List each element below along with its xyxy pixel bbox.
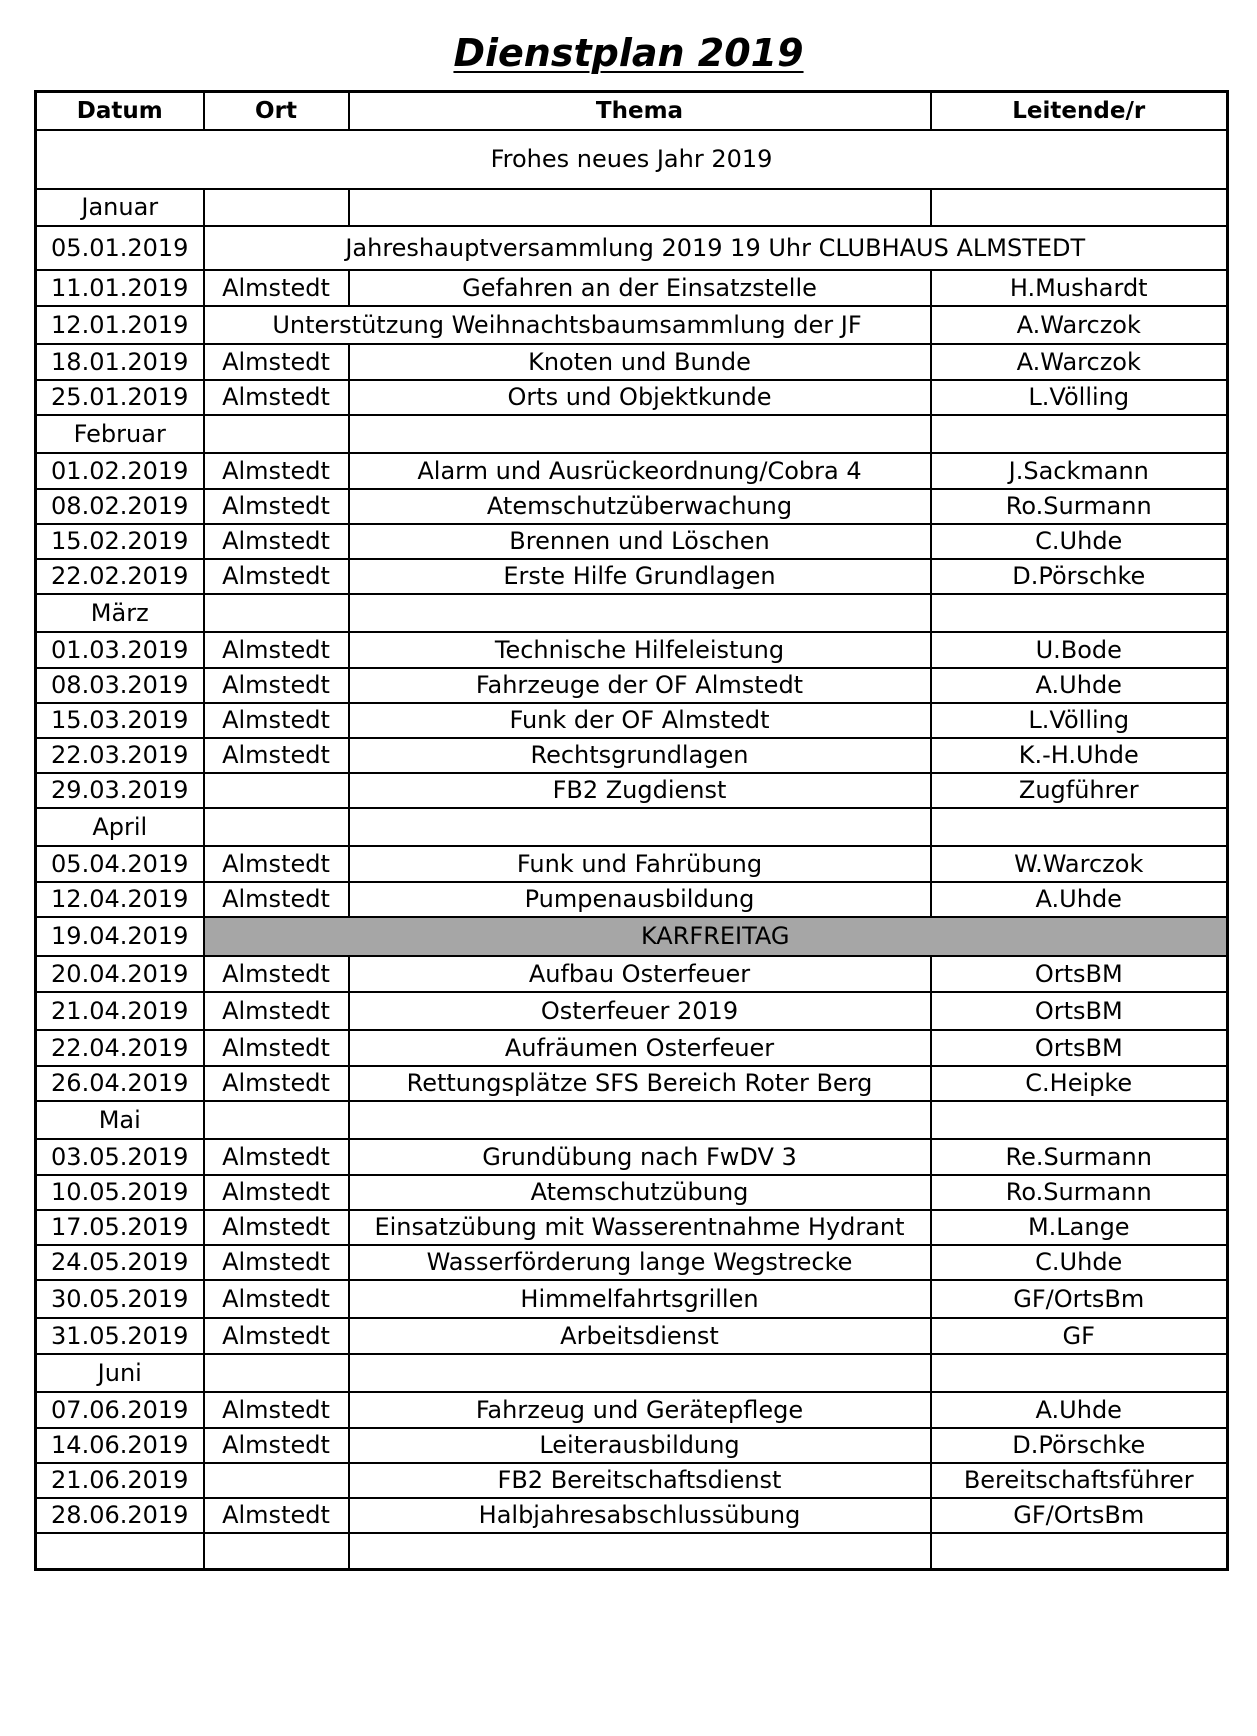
table-row [36, 632, 1228, 668]
date-cell: 14.06.2019 [36, 1428, 204, 1463]
place-cell: Almstedt [204, 1066, 349, 1101]
topic-cell: Funk der OF Almstedt [349, 703, 931, 738]
table-row [36, 668, 1228, 703]
leader-cell: A.Warczok [931, 344, 1228, 380]
table-row [36, 738, 1228, 773]
place-cell: Almstedt [204, 524, 349, 559]
table-row [36, 703, 1228, 738]
table-row [36, 306, 1228, 344]
month-row [36, 415, 1228, 453]
greeting-row [36, 130, 1228, 189]
leader-cell: C.Uhde [931, 1245, 1228, 1280]
date-cell: 20.04.2019 [36, 956, 204, 992]
date-cell: 22.03.2019 [36, 738, 204, 773]
date-cell: 25.01.2019 [36, 380, 204, 415]
date-cell: 07.06.2019 [36, 1392, 204, 1428]
date-cell: 15.02.2019 [36, 524, 204, 559]
leader-cell: A.Uhde [931, 1392, 1228, 1428]
table-row [36, 992, 1228, 1030]
topic-cell: Alarm und Ausrückeordnung/Cobra 4 [349, 453, 931, 489]
place-cell: Almstedt [204, 1175, 349, 1210]
place-cell: Almstedt [204, 846, 349, 882]
table-row [36, 1498, 1228, 1533]
topic-cell: Atemschutzübung [349, 1175, 931, 1210]
leader-cell: Re.Surmann [931, 1139, 1228, 1175]
empty-cell [349, 189, 931, 226]
date-cell: 10.05.2019 [36, 1175, 204, 1210]
month-row [36, 808, 1228, 846]
table-row [36, 1245, 1228, 1280]
table-row [36, 559, 1228, 594]
date-cell: 12.01.2019 [36, 306, 204, 344]
month-row [36, 189, 1228, 226]
topic-cell: Fahrzeug und Gerätepflege [349, 1392, 931, 1428]
date-cell: 08.03.2019 [36, 668, 204, 703]
greeting-text: Frohes neues Jahr 2019 [36, 130, 1228, 189]
month-label: Juni [36, 1354, 204, 1392]
date-cell: 11.01.2019 [36, 270, 204, 306]
page-title: Dienstplan 2019 [453, 31, 804, 75]
topic-cell: Halbjahresabschlussübung [349, 1498, 931, 1533]
place-cell: Almstedt [204, 1428, 349, 1463]
leader-cell: A.Uhde [931, 882, 1228, 917]
place-cell: Almstedt [204, 1280, 349, 1318]
place-cell: Almstedt [204, 1498, 349, 1533]
month-row [36, 594, 1228, 632]
table-row [36, 524, 1228, 559]
leader-cell: GF/OrtsBm [931, 1498, 1228, 1533]
topic-cell: Einsatzübung mit Wasserentnahme Hydrant [349, 1210, 931, 1245]
leader-cell: A.Uhde [931, 668, 1228, 703]
leader-cell: Ro.Surmann [931, 489, 1228, 524]
holiday-cell: KARFREITAG [204, 917, 1228, 956]
leader-cell: L.Völling [931, 703, 1228, 738]
table-row [36, 1428, 1228, 1463]
topic-cell: Himmelfahrtsgrillen [349, 1280, 931, 1318]
empty-cell [204, 415, 349, 453]
topic-cell: Aufbau Osterfeuer [349, 956, 931, 992]
table-row [36, 226, 1228, 270]
topic-cell: FB2 Bereitschaftsdienst [349, 1463, 931, 1498]
empty-cell [204, 189, 349, 226]
topic-cell: Brennen und Löschen [349, 524, 931, 559]
empty-cell [349, 415, 931, 453]
date-cell: 05.04.2019 [36, 846, 204, 882]
empty-cell [204, 808, 349, 846]
table-row [36, 344, 1228, 380]
date-cell: 21.04.2019 [36, 992, 204, 1030]
date-cell: 01.03.2019 [36, 632, 204, 668]
table-row [36, 1175, 1228, 1210]
leader-cell: W.Warczok [931, 846, 1228, 882]
month-label: März [36, 594, 204, 632]
empty-cell [931, 1533, 1228, 1570]
date-cell: 12.04.2019 [36, 882, 204, 917]
table-row [36, 1463, 1228, 1498]
leader-cell: J.Sackmann [931, 453, 1228, 489]
topic-cell: Funk und Fahrübung [349, 846, 931, 882]
date-cell: 29.03.2019 [36, 773, 204, 808]
leader-cell: M.Lange [931, 1210, 1228, 1245]
header-ort: Ort [204, 92, 349, 130]
empty-cell [349, 594, 931, 632]
table-row [36, 380, 1228, 415]
date-cell: 26.04.2019 [36, 1066, 204, 1101]
place-cell: Almstedt [204, 992, 349, 1030]
table-row [36, 917, 1228, 956]
leader-cell: Ro.Surmann [931, 1175, 1228, 1210]
leader-cell: D.Pörschke [931, 559, 1228, 594]
empty-cell [349, 808, 931, 846]
empty-cell [931, 1101, 1228, 1139]
date-cell: 28.06.2019 [36, 1498, 204, 1533]
table-row [36, 846, 1228, 882]
place-cell [204, 773, 349, 808]
table-row [36, 1030, 1228, 1066]
topic-cell: Osterfeuer 2019 [349, 992, 931, 1030]
place-cell: Almstedt [204, 1245, 349, 1280]
topic-cell: Atemschutzüberwachung [349, 489, 931, 524]
leader-cell: OrtsBM [931, 992, 1228, 1030]
place-cell: Almstedt [204, 668, 349, 703]
topic-cell: Unterstützung Weihnachtsbaumsammlung der JF [204, 306, 931, 344]
table-row [36, 1139, 1228, 1175]
table-row [36, 956, 1228, 992]
date-cell: 22.04.2019 [36, 1030, 204, 1066]
empty-cell [349, 1533, 931, 1570]
month-label: Januar [36, 189, 204, 226]
topic-cell: FB2 Zugdienst [349, 773, 931, 808]
leader-cell: L.Völling [931, 380, 1228, 415]
event-cell: Jahreshauptversammlung 2019 19 Uhr CLUBHAUS ALMSTEDT [204, 226, 1228, 270]
place-cell: Almstedt [204, 956, 349, 992]
leader-cell: U.Bode [931, 632, 1228, 668]
topic-cell: Rechtsgrundlagen [349, 738, 931, 773]
topic-cell: Wasserförderung lange Wegstrecke [349, 1245, 931, 1280]
empty-cell [931, 1354, 1228, 1392]
date-cell: 05.01.2019 [36, 226, 204, 270]
topic-cell: Arbeitsdienst [349, 1318, 931, 1354]
leader-cell: GF [931, 1318, 1228, 1354]
topic-cell: Aufräumen Osterfeuer [349, 1030, 931, 1066]
place-cell: Almstedt [204, 632, 349, 668]
month-label: Mai [36, 1101, 204, 1139]
place-cell: Almstedt [204, 270, 349, 306]
date-cell: 18.01.2019 [36, 344, 204, 380]
date-cell: 15.03.2019 [36, 703, 204, 738]
table-row [36, 489, 1228, 524]
month-label: April [36, 808, 204, 846]
table-row [36, 453, 1228, 489]
empty-cell [349, 1354, 931, 1392]
leader-cell: C.Uhde [931, 524, 1228, 559]
leader-cell: K.-H.Uhde [931, 738, 1228, 773]
header-leitende: Leitende/r [931, 92, 1228, 130]
place-cell: Almstedt [204, 489, 349, 524]
topic-cell: Pumpenausbildung [349, 882, 931, 917]
leader-cell: OrtsBM [931, 956, 1228, 992]
header-datum: Datum [36, 92, 204, 130]
date-cell: 01.02.2019 [36, 453, 204, 489]
date-cell: 08.02.2019 [36, 489, 204, 524]
month-row [36, 1354, 1228, 1392]
place-cell [204, 1463, 349, 1498]
place-cell: Almstedt [204, 344, 349, 380]
schedule-table [34, 90, 1229, 1571]
topic-cell: Grundübung nach FwDV 3 [349, 1139, 931, 1175]
leader-cell: H.Mushardt [931, 270, 1228, 306]
place-cell: Almstedt [204, 882, 349, 917]
place-cell: Almstedt [204, 453, 349, 489]
topic-cell: Rettungsplätze SFS Bereich Roter Berg [349, 1066, 931, 1101]
leader-cell: Zugführer [931, 773, 1228, 808]
table-row [36, 1210, 1228, 1245]
leader-cell: OrtsBM [931, 1030, 1228, 1066]
place-cell: Almstedt [204, 1392, 349, 1428]
topic-cell: Orts und Objektkunde [349, 380, 931, 415]
empty-cell [931, 415, 1228, 453]
leader-cell: A.Warczok [931, 306, 1228, 344]
topic-cell: Technische Hilfeleistung [349, 632, 931, 668]
place-cell: Almstedt [204, 559, 349, 594]
place-cell: Almstedt [204, 703, 349, 738]
empty-cell [204, 594, 349, 632]
date-cell: 22.02.2019 [36, 559, 204, 594]
topic-cell: Erste Hilfe Grundlagen [349, 559, 931, 594]
month-label: Februar [36, 415, 204, 453]
date-cell: 21.06.2019 [36, 1463, 204, 1498]
place-cell: Almstedt [204, 738, 349, 773]
header-thema: Thema [349, 92, 931, 130]
header-row [36, 92, 1228, 130]
date-cell: 30.05.2019 [36, 1280, 204, 1318]
leader-cell: D.Pörschke [931, 1428, 1228, 1463]
month-row [36, 1101, 1228, 1139]
empty-cell [931, 594, 1228, 632]
date-cell: 19.04.2019 [36, 917, 204, 956]
table-row [36, 1280, 1228, 1318]
table-row [36, 1318, 1228, 1354]
table-row [36, 1392, 1228, 1428]
table-row [36, 270, 1228, 306]
topic-cell: Fahrzeuge der OF Almstedt [349, 668, 931, 703]
place-cell: Almstedt [204, 1318, 349, 1354]
date-cell: 17.05.2019 [36, 1210, 204, 1245]
empty-cell [204, 1354, 349, 1392]
place-cell: Almstedt [204, 380, 349, 415]
leader-cell: C.Heipke [931, 1066, 1228, 1101]
empty-row [36, 1533, 1228, 1570]
empty-cell [349, 1101, 931, 1139]
empty-cell [931, 189, 1228, 226]
empty-cell [36, 1533, 204, 1570]
empty-cell [204, 1101, 349, 1139]
date-cell: 03.05.2019 [36, 1139, 204, 1175]
leader-cell: Bereitschaftsführer [931, 1463, 1228, 1498]
place-cell: Almstedt [204, 1139, 349, 1175]
place-cell: Almstedt [204, 1030, 349, 1066]
topic-cell: Knoten und Bunde [349, 344, 931, 380]
empty-cell [931, 808, 1228, 846]
empty-cell [204, 1533, 349, 1570]
table-row [36, 773, 1228, 808]
leader-cell: GF/OrtsBm [931, 1280, 1228, 1318]
place-cell: Almstedt [204, 1210, 349, 1245]
table-row [36, 1066, 1228, 1101]
table-row [36, 882, 1228, 917]
topic-cell: Gefahren an der Einsatzstelle [349, 270, 931, 306]
topic-cell: Leiterausbildung [349, 1428, 931, 1463]
date-cell: 31.05.2019 [36, 1318, 204, 1354]
date-cell: 24.05.2019 [36, 1245, 204, 1280]
